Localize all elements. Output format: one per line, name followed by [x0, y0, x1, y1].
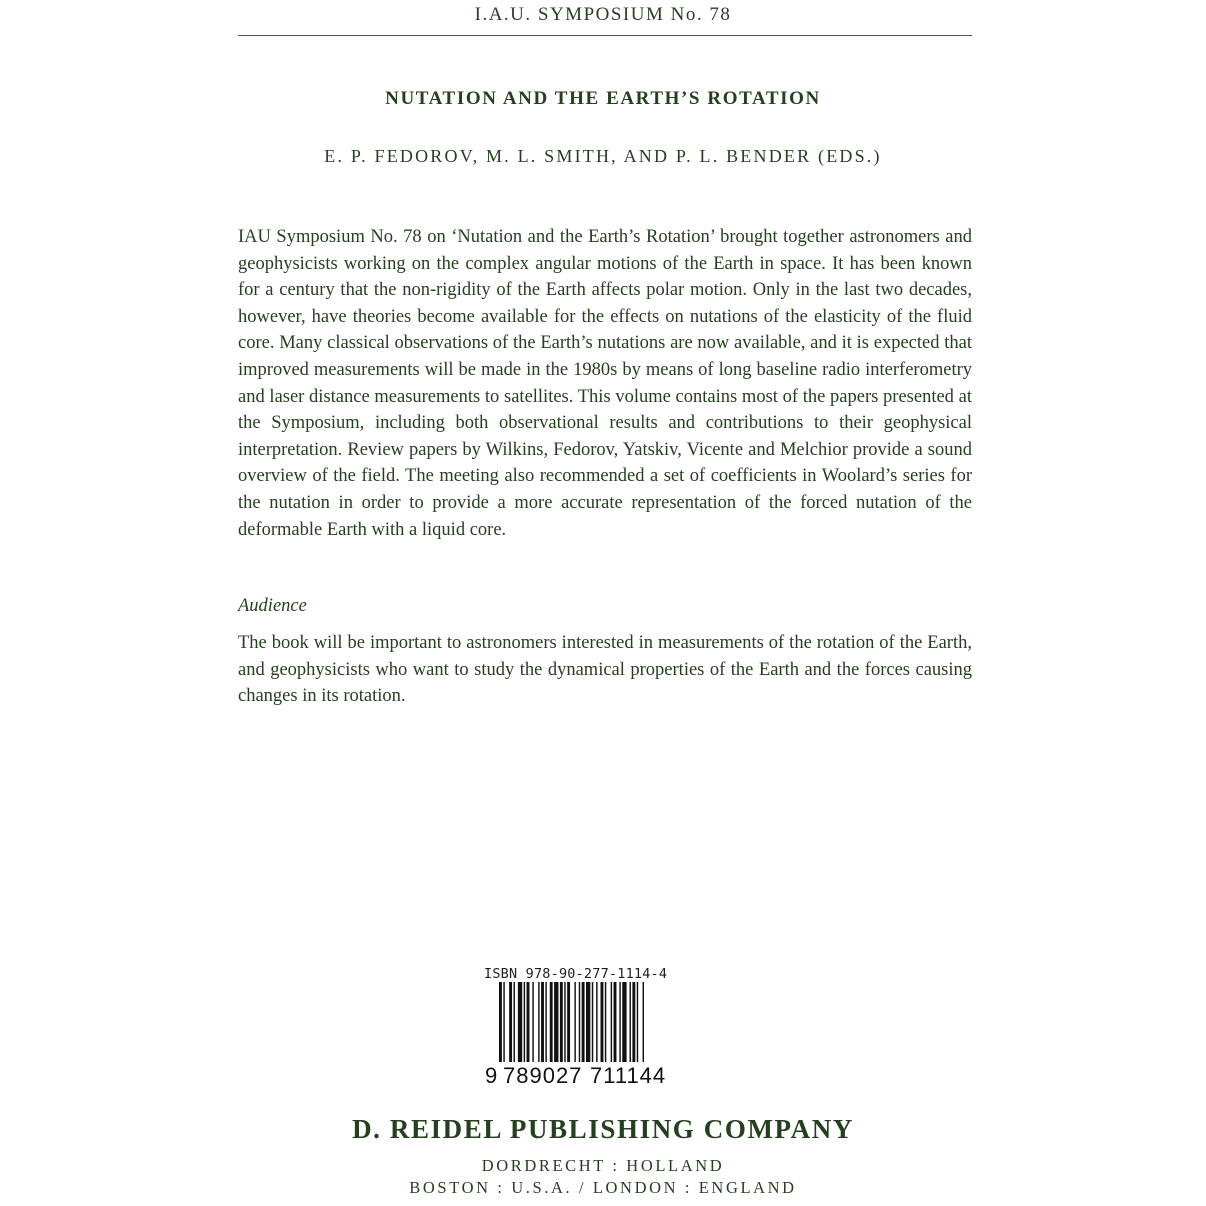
- barcode-bar: [614, 982, 617, 1062]
- barcode-bar: [532, 982, 533, 1062]
- barcode-bar: [554, 982, 558, 1062]
- barcode-bar: [582, 982, 585, 1062]
- audience-heading: Audience: [238, 596, 307, 616]
- audience-paragraph: The book will be important to astronomers interested in measurements of the rotation of the Earth, and geophysicists who want to study the dynamical properties of the Earth and the forces causing changes in its rotation.: [238, 633, 972, 707]
- barcode-bar: [545, 982, 546, 1062]
- description-paragraph: IAU Symposium No. 78 on ‘Nutation and the Earth’s Rotation’ brought together astronomers and geophysicists working on the complex angular motions of the Earth in space. It has been known for a century that the non-rigidity of the Earth affects polar motion. Only in the last two decades, however, have theories become available for the effects on nutations of the elasticity of the fluid core. Many classical observations of the Earth’s nutations are now available, and it is expected that improved measurements will be made in the 1980s by means of long baseline radio interferometry and laser distance measurements to satellites. This volume contains most of the papers presented at the Symposium, including both observational results and contributions to their geophysical interpretation. Review papers by Wilkins, Fedorov, Yatskiv, Vicente and Melchior provide a sound overview of the field. The meeting also recommended a set of coefficients in Woolard’s series for the nutation in order to provide a more accurate representation of the forced nutation of the deformable Earth with a liquid core.: [238, 227, 972, 540]
- isbn-label: ISBN 978-90-277-1114-4: [484, 966, 668, 982]
- barcode-bar: [514, 982, 515, 1062]
- barcode-bar: [605, 982, 606, 1062]
- book-title: NUTATION AND THE EARTH’S ROTATION: [385, 88, 821, 109]
- series-heading: I.A.U. SYMPOSIUM No. 78: [474, 4, 732, 25]
- barcode-bar: [524, 982, 525, 1062]
- publisher-name: D. REIDEL PUBLISHING COMPANY: [352, 1114, 854, 1144]
- publisher-location-2: BOSTON : U.S.A. / LONDON : ENGLAND: [409, 1178, 797, 1197]
- barcode-bar: [619, 982, 620, 1062]
- barcode-digits-right: 711144: [590, 1063, 667, 1088]
- barcode-bar: [560, 982, 563, 1062]
- barcode-bar: [518, 982, 522, 1062]
- barcode-bar: [622, 982, 626, 1062]
- barcode-bar: [564, 982, 565, 1062]
- barcode-bar: [637, 982, 638, 1062]
- barcode-bar: [541, 982, 544, 1062]
- barcode-digits-left: 789027: [503, 1063, 583, 1088]
- book-editors: E. P. FEDOROV, M. L. SMITH, AND P. L. BENDER (EDS.): [324, 146, 882, 166]
- barcode-lead-digit: 9: [485, 1063, 498, 1088]
- barcode-bar: [596, 982, 597, 1062]
- barcode-bar: [632, 982, 635, 1062]
- barcode-bar: [601, 982, 604, 1062]
- header-rule: [238, 35, 972, 36]
- barcode-bar: [586, 982, 590, 1062]
- barcode-bar: [579, 982, 580, 1062]
- barcode-bar: [527, 982, 530, 1062]
- barcode-bar: [592, 982, 593, 1062]
- barcode-bar: [611, 982, 612, 1062]
- barcode-bar: [630, 982, 631, 1062]
- barcode-bar: [550, 982, 553, 1062]
- barcode-bar: [509, 982, 512, 1062]
- publisher-location-1: DORDRECHT : HOLLAND: [481, 1156, 725, 1175]
- barcode-bar: [538, 982, 539, 1062]
- barcode: [483, 982, 683, 1088]
